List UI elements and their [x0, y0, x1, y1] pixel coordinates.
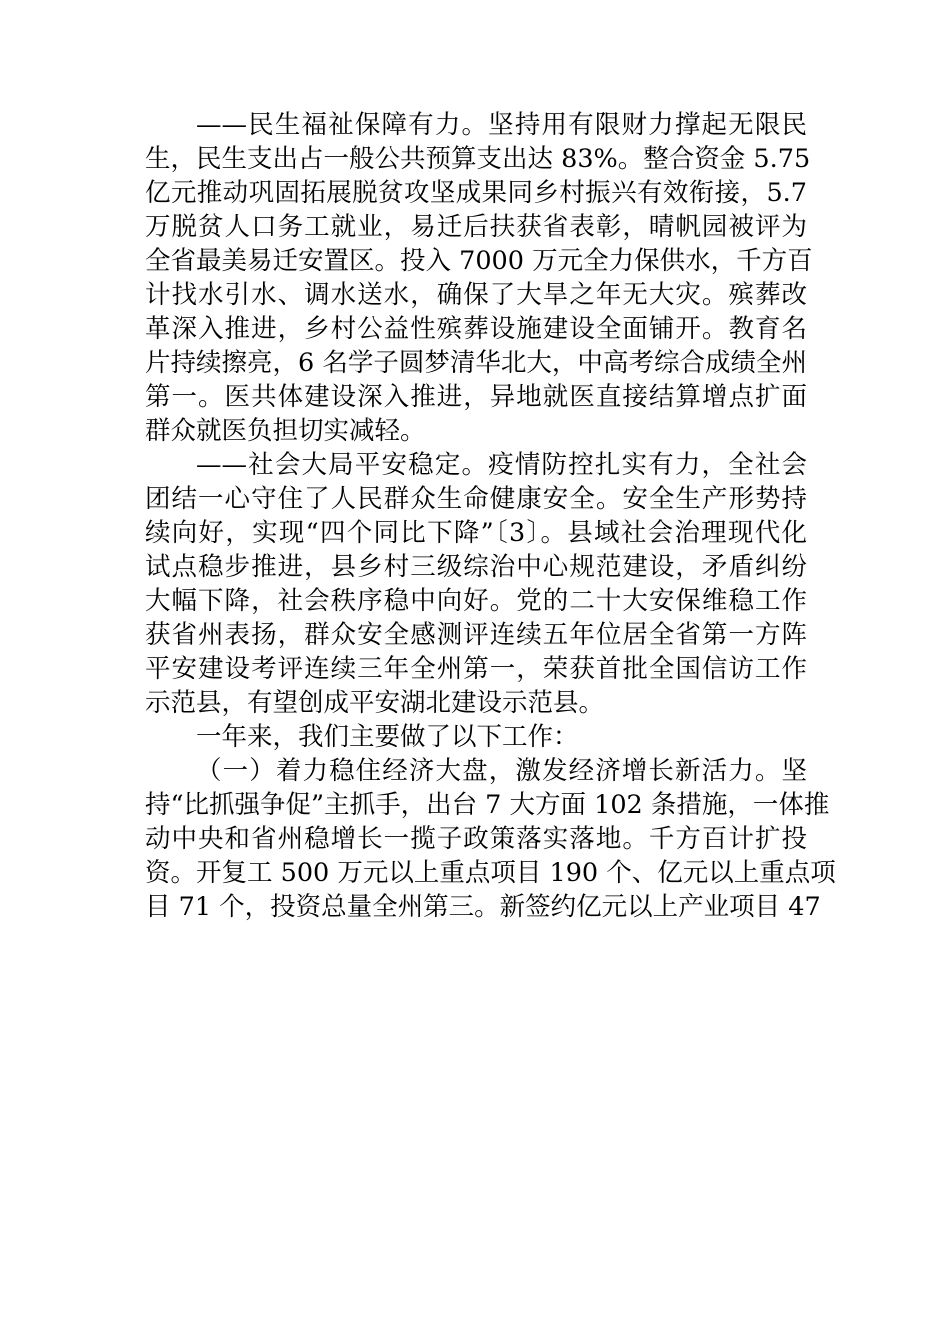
- text-line: 计找水引水、调水送水，确保了大旱之年无大灾。殡葬改: [145, 280, 807, 310]
- text-line: 动中央和省州稳增长一揽子政策落实落地。千方百计扩投: [145, 824, 807, 854]
- text-line: 一年来，我们主要做了以下工作：: [196, 722, 579, 752]
- text-line: 第一。医共体建设深入推进，异地就医直接结算增点扩面: [145, 382, 807, 412]
- text-line: 试点稳步推进，县乡村三级综治中心规范建设，矛盾纠纷: [145, 552, 807, 582]
- paragraph-livelihood: [145, 108, 813, 448]
- paragraph-intro-work: [145, 720, 807, 754]
- text-line: 生，民生支出占一般公共预算支出达 83%。整合资金 5.75: [145, 144, 811, 174]
- text-line: 群众就医负担切实减轻。: [145, 416, 426, 446]
- text-line: 片持续擦亮，6 名学子圆梦清华北大，中高考综合成绩全州: [145, 348, 807, 378]
- text-line: ——社会大局平安稳定。疫情防控扎实有力，全社会: [196, 450, 807, 480]
- text-line: （一）着力稳住经济大盘，激发经济增长新活力。坚: [196, 756, 807, 786]
- text-line: 亿元推动巩固拓展脱贫攻坚成果同乡村振兴有效衔接，5.7: [145, 178, 807, 208]
- text-line: 续向好，实现“四个同比下降”〔3〕。县域社会治理现代化: [145, 518, 807, 548]
- text-line: 大幅下降，社会秩序稳中向好。党的二十大安保维稳工作: [145, 586, 807, 616]
- text-line: 全省最美易迁安置区。投入 7000 万元全力保供水，千方百: [145, 246, 813, 276]
- text-line: 示范县，有望创成平安湖北建设示范县。: [145, 688, 605, 718]
- text-line: 目 71 个，投资总量全州第三。新签约亿元以上产业项目 47: [145, 892, 821, 922]
- text-line: 革深入推进，乡村公益性殡葬设施建设全面铺开。教育名: [145, 314, 807, 344]
- text-line: 平安建设考评连续三年全州第一，荣获首批全国信访工作: [145, 654, 807, 684]
- text-line: ——民生福祉保障有力。坚持用有限财力撑起无限民: [196, 110, 807, 140]
- paragraph-social-stability: [145, 448, 807, 720]
- text-line: 持“比抓强争促”主抓手，出台 7 大方面 102 条措施，一体推: [145, 790, 830, 820]
- text-line: 团结一心守住了人民群众生命健康安全。安全生产形势持: [145, 484, 807, 514]
- text-line: 万脱贫人口务工就业，易迁后扶获省表彰，晴帆园被评为: [145, 212, 807, 242]
- text-line: 资。开复工 500 万元以上重点项目 190 个、亿元以上重点项: [145, 858, 836, 888]
- paragraph-economy: [145, 754, 836, 924]
- document-body: [145, 108, 836, 924]
- text-line: 获省州表扬，群众安全感测评连续五年位居全省第一方阵: [145, 620, 807, 650]
